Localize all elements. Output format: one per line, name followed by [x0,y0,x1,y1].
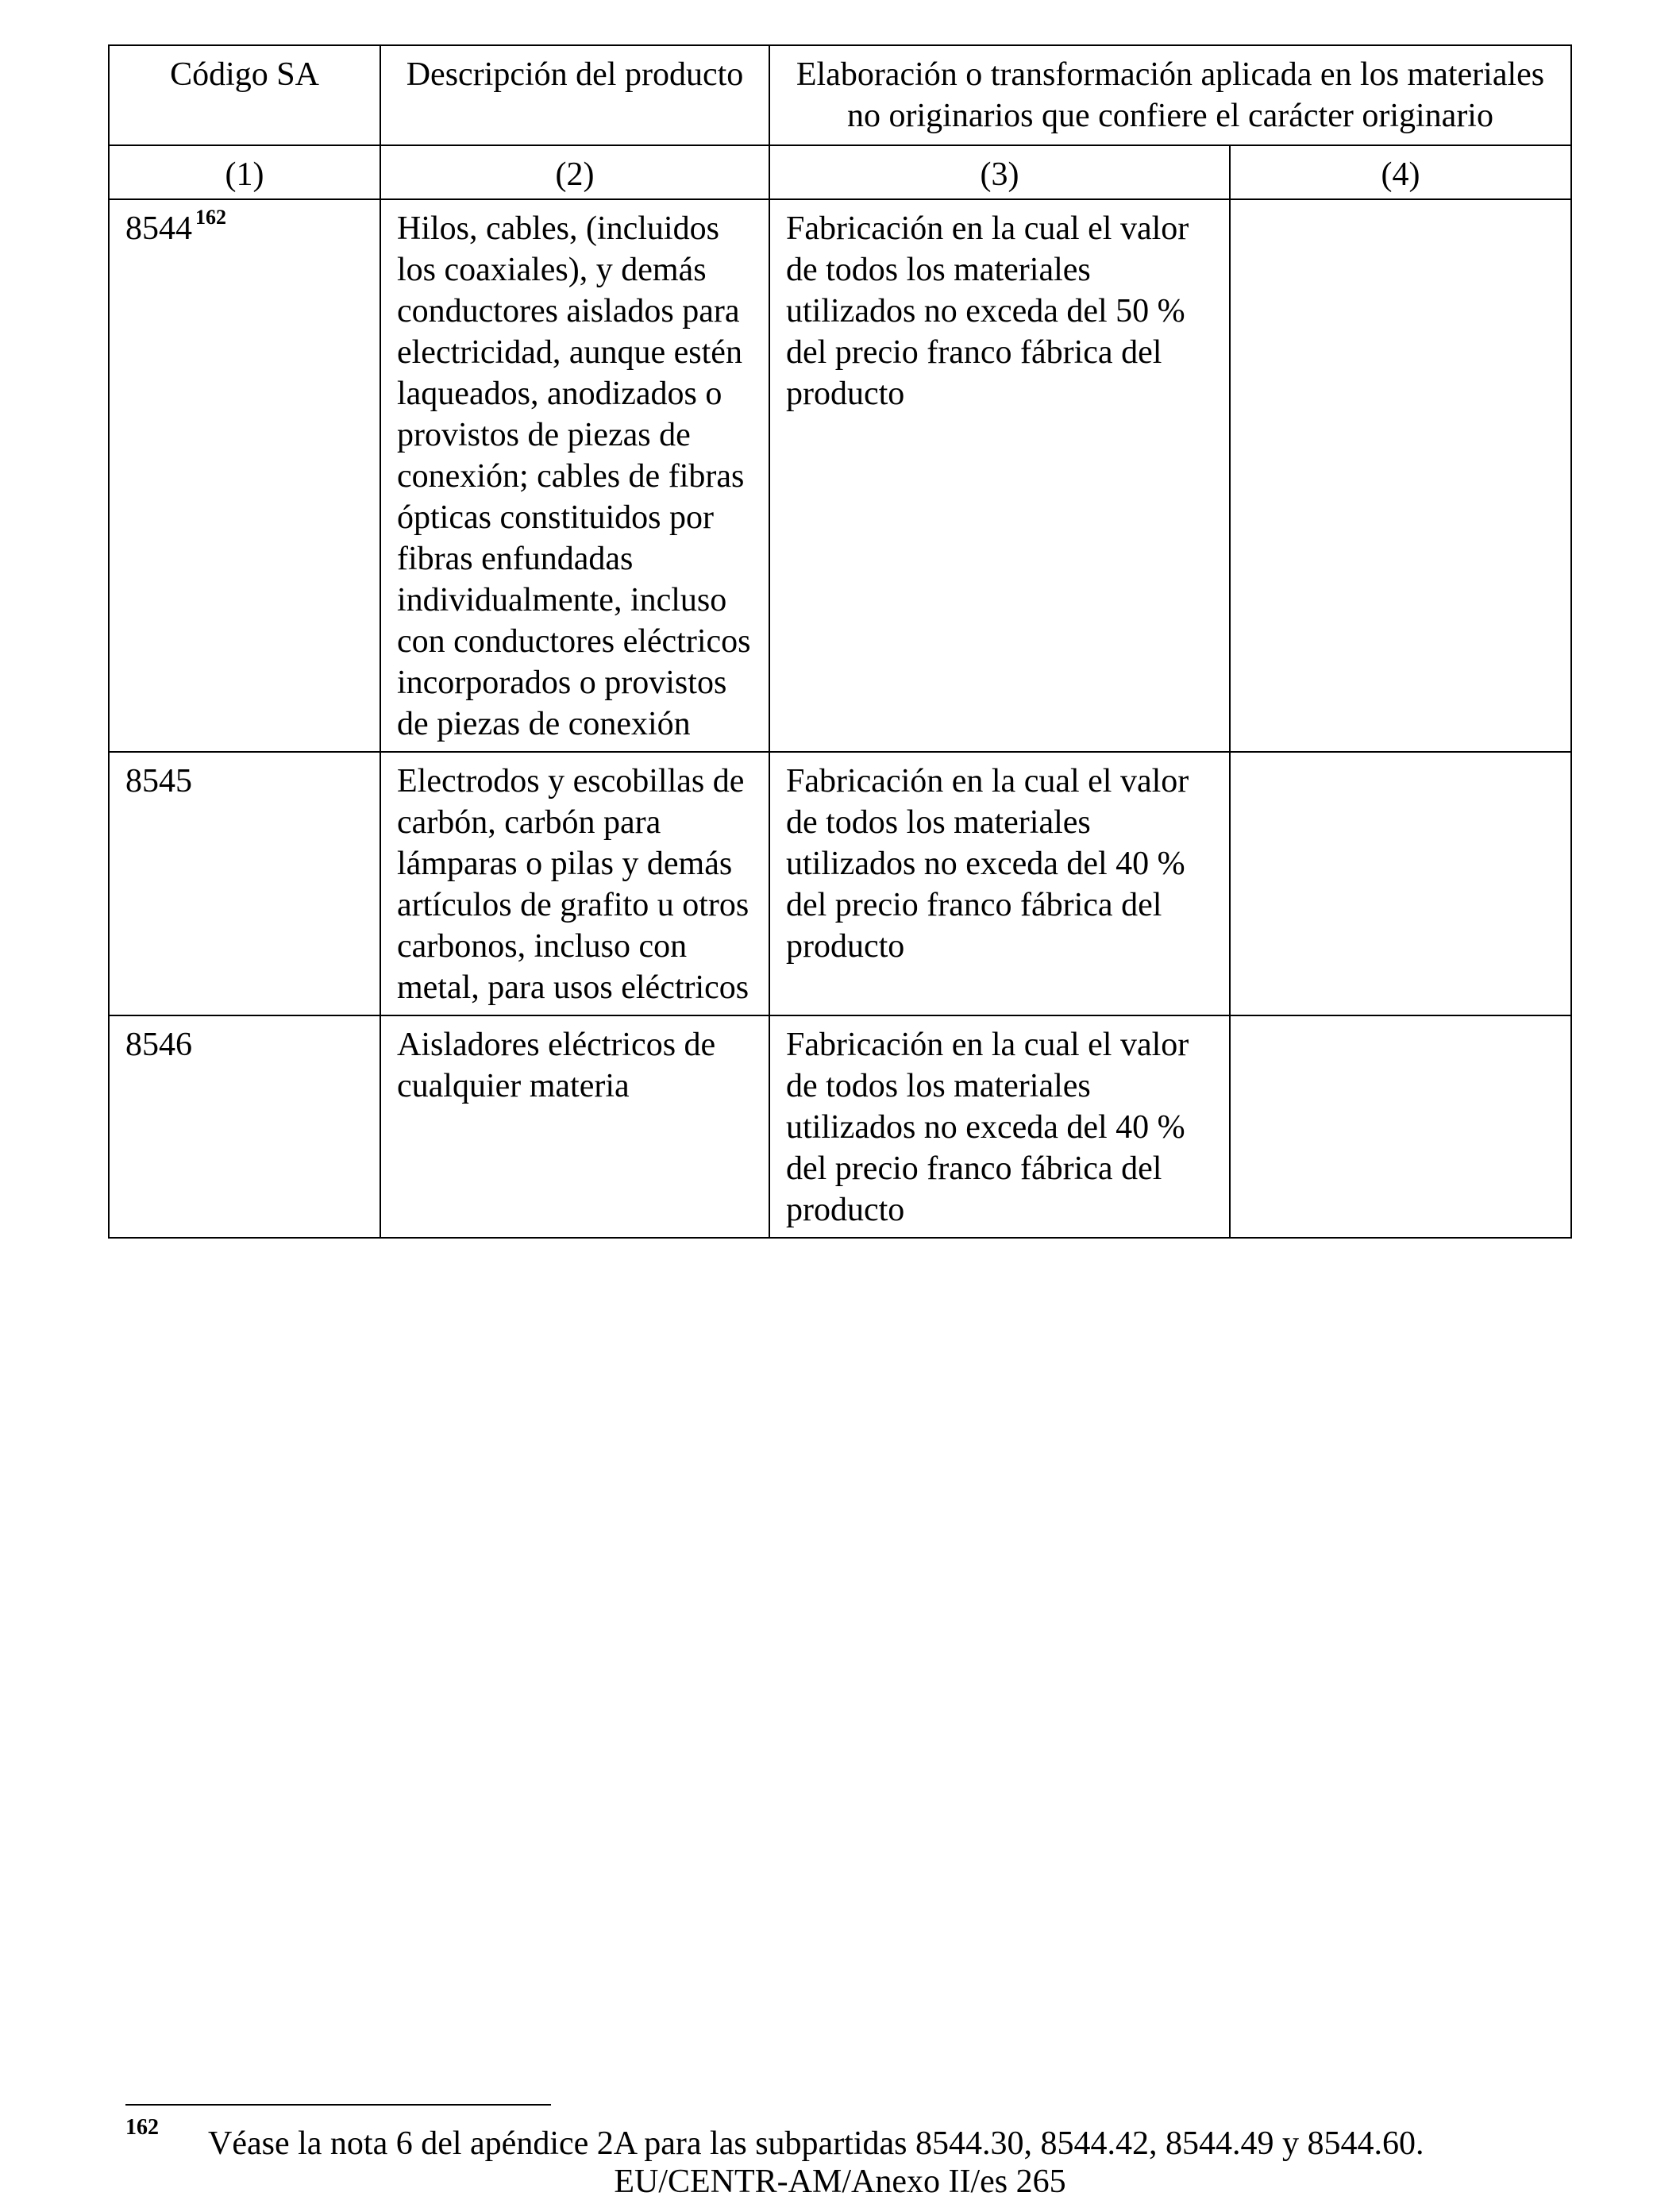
footnote-separator [125,2104,551,2106]
hs-code: 8544 [125,210,192,247]
processing-rule: Fabricación en la cual el valor de todos los materiales utilizados no exceda del 40 % del precio franco fábrica del producto [769,752,1230,1015]
hs-code-cell [109,199,380,752]
hs-code-cell [109,1015,380,1238]
header-code: Código SA [109,45,380,145]
product-description: Hilos, cables, (incluidos los coaxiales), y demás conductores aislados para electricidad, aunque estén laqueados, anodizados o provistos de piezas de conexión; cables de fibras ópticas constituidos por fibras enfundadas individualmente, incluso con conductores eléctricos incorporados o provistos de piezas de conexión [380,199,769,752]
column-number: (2) [380,145,769,199]
column-number: (4) [1230,145,1571,199]
column-number-row [109,145,1571,199]
footnote-number: 162 [125,2115,159,2140]
page-footer: EU/CENTR-AM/Anexo II/es 265 [614,2164,1066,2200]
header-processing: Elaboración o transformación aplicada en los materiales no originarios que confiere el carácter originario [769,45,1571,145]
alternative-rule [1230,1015,1571,1238]
table-row [109,199,1571,752]
processing-rule: Fabricación en la cual el valor de todos los materiales utilizados no exceda del 50 % del precio franco fábrica del producto [769,199,1230,752]
hs-code: 8545 [125,763,192,800]
column-number: (1) [109,145,380,199]
header-row [109,45,1571,145]
table-row [109,752,1571,1015]
alternative-rule [1230,199,1571,752]
hs-code: 8546 [125,1027,192,1063]
processing-rule: Fabricación en la cual el valor de todos los materiales utilizados no exceda del 40 % del precio franco fábrica del producto [769,1015,1230,1238]
footnote-text: Véase la nota 6 del apéndice 2A para las subpartidas 8544.30, 8544.42, 8544.49 y 8544.60. [208,2125,1424,2162]
alternative-rule [1230,752,1571,1015]
footnote-reference[interactable]: 162 [195,206,226,229]
rules-table [108,44,1572,1239]
product-description: Aisladores eléctricos de cualquier materia [380,1015,769,1238]
product-description: Electrodos y escobillas de carbón, carbón para lámparas o pilas y demás artículos de grafito u otros carbonos, incluso con metal, para usos eléctricos [380,752,769,1015]
table-row [109,1015,1571,1238]
hs-code-cell [109,752,380,1015]
header-description: Descripción del producto [380,45,769,145]
column-number: (3) [769,145,1230,199]
